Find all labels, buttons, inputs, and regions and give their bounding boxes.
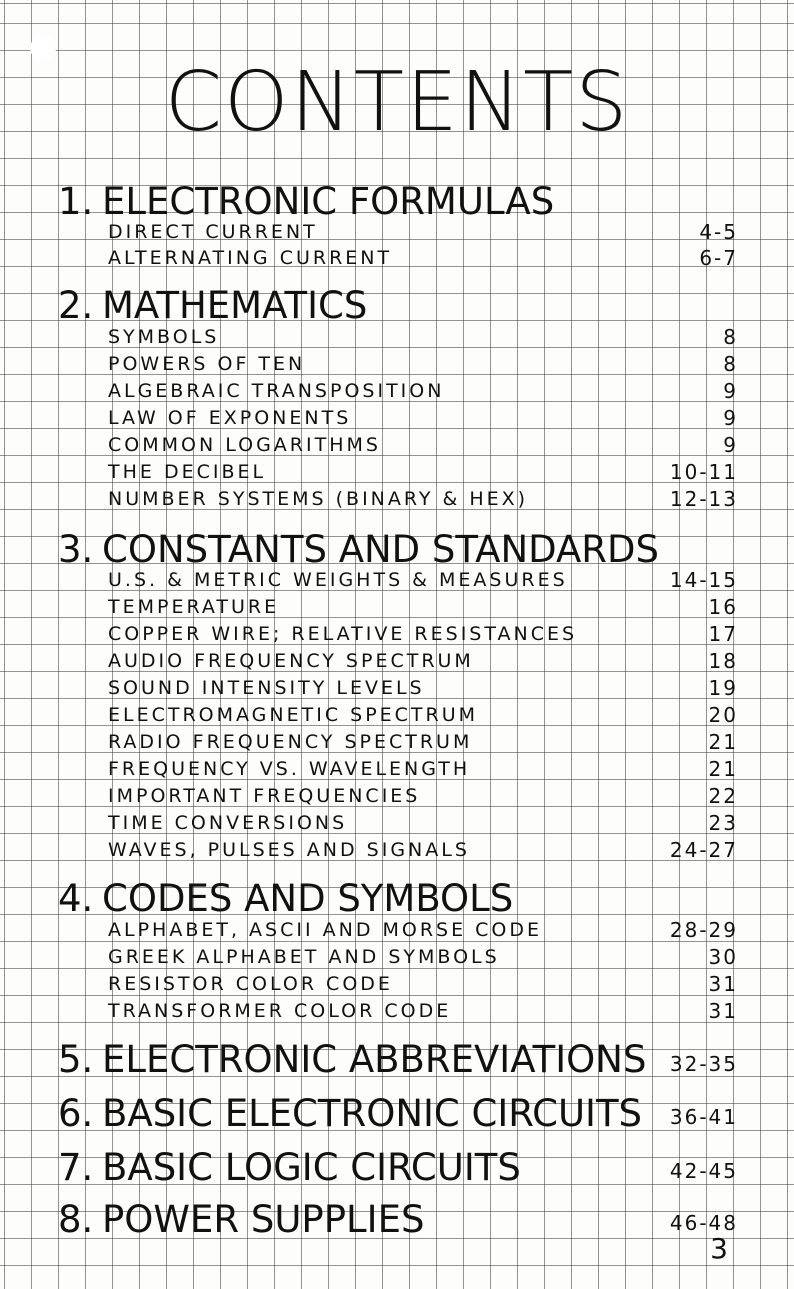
entry-page: 9 bbox=[723, 433, 738, 457]
toc-entry bbox=[108, 838, 738, 862]
entry-page: 28-29 bbox=[669, 918, 738, 942]
entry-label: THE DECIBEL bbox=[108, 461, 267, 483]
entry-label: POWERS OF TEN bbox=[108, 353, 306, 375]
section-title: BASIC LOGIC CIRCUITS bbox=[102, 1146, 521, 1189]
entry-page: 24-27 bbox=[669, 838, 738, 862]
toc-entry bbox=[108, 433, 738, 457]
section-title: MATHEMATICS bbox=[102, 284, 368, 327]
toc-entry bbox=[108, 730, 738, 754]
entry-page: 19 bbox=[708, 676, 738, 700]
toc-entry bbox=[108, 999, 738, 1023]
section-heading-2 bbox=[58, 284, 368, 327]
section-number: 8. bbox=[58, 1198, 94, 1241]
entry-label: RADIO FREQUENCY SPECTRUM bbox=[108, 731, 473, 753]
toc-entry bbox=[108, 595, 738, 619]
entry-label: RESISTOR COLOR CODE bbox=[108, 973, 393, 995]
entry-label: FREQUENCY VS. WAVELENGTH bbox=[108, 758, 471, 780]
page-title: CONTENTS bbox=[164, 55, 630, 150]
toc-entry bbox=[108, 622, 738, 646]
section-page: 32-35 bbox=[669, 1052, 738, 1076]
toc-entry bbox=[108, 325, 738, 349]
entry-page: 17 bbox=[708, 622, 738, 646]
page-number: 3 bbox=[710, 1232, 728, 1265]
entry-page: 8 bbox=[723, 325, 738, 349]
entry-label: DIRECT CURRENT bbox=[108, 221, 318, 243]
section-title: CONSTANTS AND STANDARDS bbox=[102, 528, 659, 571]
section-page: 46-48 bbox=[669, 1211, 738, 1235]
section-number: 3. bbox=[58, 528, 94, 571]
entry-page: 12-13 bbox=[669, 487, 738, 511]
entry-page: 31 bbox=[708, 999, 738, 1023]
section-heading-7 bbox=[58, 1146, 521, 1189]
entry-page: 18 bbox=[708, 649, 738, 673]
entry-page: 21 bbox=[708, 730, 738, 754]
entry-label: NUMBER SYSTEMS (BINARY & HEX) bbox=[108, 488, 529, 510]
entry-page: 10-11 bbox=[669, 460, 738, 484]
entry-label: IMPORTANT FREQUENCIES bbox=[108, 785, 421, 807]
toc-entry bbox=[108, 676, 738, 700]
section-page: 42-45 bbox=[669, 1159, 738, 1183]
section-heading-8 bbox=[58, 1198, 425, 1241]
section-heading-6 bbox=[58, 1092, 643, 1135]
toc-entry bbox=[108, 460, 738, 484]
toc-entry bbox=[108, 379, 738, 403]
entry-label: U.S. & METRIC WEIGHTS & MEASURES bbox=[108, 569, 568, 591]
toc-entry bbox=[108, 406, 738, 430]
entry-label: ALGEBRAIC TRANSPOSITION bbox=[108, 380, 445, 402]
section-number: 4. bbox=[58, 877, 94, 920]
entry-page: 20 bbox=[708, 703, 738, 727]
toc-entry bbox=[108, 945, 738, 969]
toc-entry bbox=[108, 220, 738, 244]
section-title: CODES AND SYMBOLS bbox=[102, 877, 514, 920]
toc-entry bbox=[108, 811, 738, 835]
entry-label: WAVES, PULSES AND SIGNALS bbox=[108, 839, 470, 861]
section-number: 6. bbox=[58, 1092, 94, 1135]
toc-entry bbox=[108, 703, 738, 727]
toc-entry bbox=[108, 487, 738, 511]
section-title: POWER SUPPLIES bbox=[102, 1198, 425, 1241]
section-number: 1. bbox=[58, 180, 94, 223]
section-page: 36-41 bbox=[669, 1105, 738, 1129]
entry-label: TIME CONVERSIONS bbox=[108, 812, 348, 834]
entry-page: 8 bbox=[723, 352, 738, 376]
entry-page: 9 bbox=[723, 379, 738, 403]
entry-label: AUDIO FREQUENCY SPECTRUM bbox=[108, 650, 474, 672]
section-title: BASIC ELECTRONIC CIRCUITS bbox=[102, 1092, 643, 1135]
entry-page: 22 bbox=[708, 784, 738, 808]
entry-label: COMMON LOGARITHMS bbox=[108, 434, 381, 456]
entry-page: 30 bbox=[708, 945, 738, 969]
section-heading-1 bbox=[58, 180, 555, 223]
entry-label: TEMPERATURE bbox=[108, 596, 280, 618]
section-title: ELECTRONIC ABBREVIATIONS bbox=[102, 1038, 647, 1081]
toc-entry bbox=[108, 784, 738, 808]
toc-entry bbox=[108, 246, 738, 270]
section-number: 7. bbox=[58, 1146, 94, 1189]
toc-entry bbox=[108, 972, 738, 996]
entry-label: GREEK ALPHABET AND SYMBOLS bbox=[108, 946, 500, 968]
section-number: 2. bbox=[58, 284, 94, 327]
toc-entry bbox=[108, 918, 738, 942]
entry-label: SOUND INTENSITY LEVELS bbox=[108, 677, 425, 699]
entry-page: 16 bbox=[708, 595, 738, 619]
section-heading-5 bbox=[58, 1038, 647, 1081]
entry-page: 23 bbox=[708, 811, 738, 835]
toc-entry bbox=[108, 649, 738, 673]
toc-entry bbox=[108, 352, 738, 376]
entry-label: COPPER WIRE; RELATIVE RESISTANCES bbox=[108, 623, 578, 645]
entry-label: ALPHABET, ASCII AND MORSE CODE bbox=[108, 919, 543, 941]
section-heading-3 bbox=[58, 528, 659, 571]
entry-page: 14-15 bbox=[669, 568, 738, 592]
entry-page: 31 bbox=[708, 972, 738, 996]
entry-page: 4-5 bbox=[699, 220, 738, 244]
entry-page: 21 bbox=[708, 757, 738, 781]
entry-page: 9 bbox=[723, 406, 738, 430]
section-title: ELECTRONIC FORMULAS bbox=[102, 180, 555, 223]
section-heading-4 bbox=[58, 877, 514, 920]
entry-label: LAW OF EXPONENTS bbox=[108, 407, 352, 429]
entry-page: 6-7 bbox=[699, 246, 738, 270]
section-number: 5. bbox=[58, 1038, 94, 1081]
punch-hole bbox=[30, 36, 56, 60]
entry-label: ELECTROMAGNETIC SPECTRUM bbox=[108, 704, 479, 726]
toc-entry bbox=[108, 757, 738, 781]
toc-entry bbox=[108, 568, 738, 592]
entry-label: SYMBOLS bbox=[108, 326, 220, 348]
entry-label: ALTERNATING CURRENT bbox=[108, 247, 393, 269]
entry-label: TRANSFORMER COLOR CODE bbox=[108, 1000, 452, 1022]
